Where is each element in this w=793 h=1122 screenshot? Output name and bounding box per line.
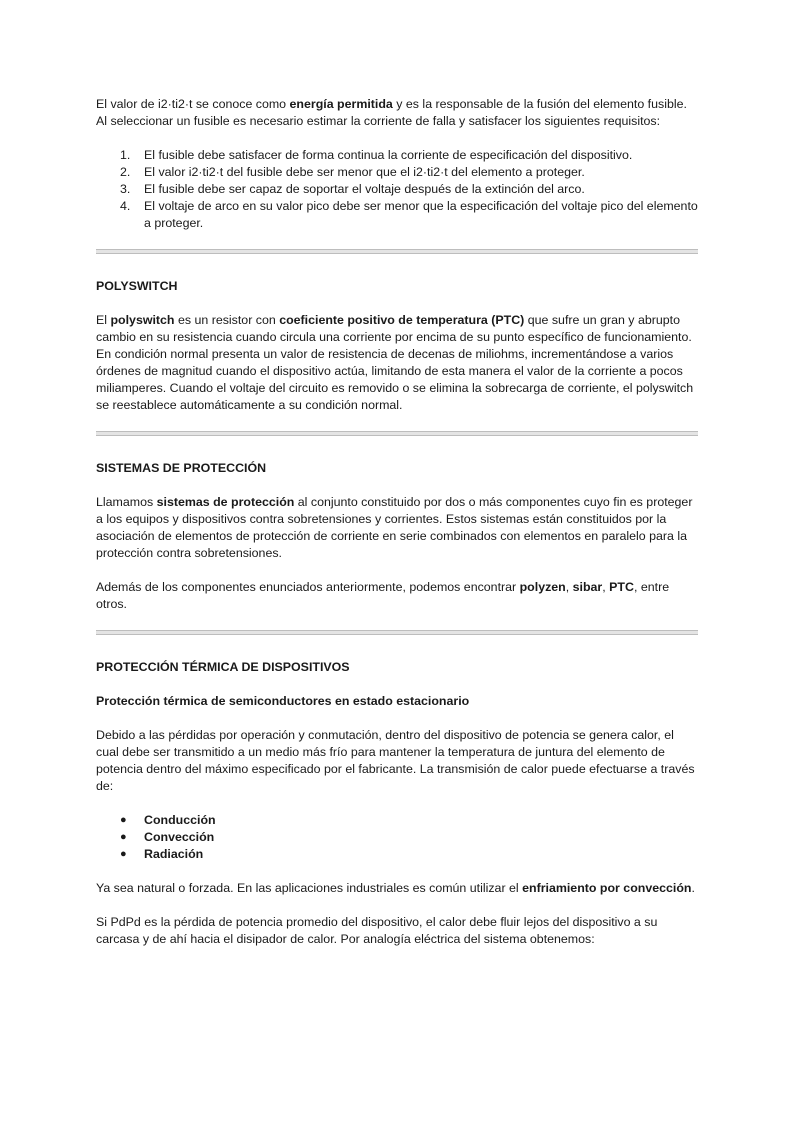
list-number: 4. — [120, 199, 131, 213]
section-divider — [96, 630, 698, 635]
list-item — [96, 846, 698, 863]
text: . — [691, 881, 695, 895]
polyswitch-paragraph — [96, 312, 698, 414]
document-page — [96, 96, 698, 965]
text: al conjunto constituido por dos o más componentes cuyo fin es proteger a los equipos y dispositivos contra sobretensiones y corrientes. Estos sistemas están constituidos por la asociación de elementos de protección de corriente en serie combinados con elementos en paralelo para la protección contra sobretensiones. — [96, 495, 693, 560]
bold-term: enfriamiento por convección — [522, 881, 692, 895]
section-divider — [96, 431, 698, 436]
text: Además de los componentes enunciados anteriormente, podemos encontrar — [96, 580, 520, 594]
list-number: 1. — [120, 148, 131, 162]
list-item-text: Radiación — [144, 847, 204, 861]
list-item — [96, 147, 698, 164]
termica-paragraph-3: Si PdPd es la pérdida de potencia promedio del dispositivo, el calor debe fluir lejos del dispositivo a su carcasa y de ahí hacia el disipador de calor. Por analogía eléctrica del sistema obtenemos: — [96, 915, 658, 946]
bullet-icon: ● — [120, 831, 127, 843]
list-item — [96, 198, 698, 232]
list-item-text: El fusible debe satisfacer de forma continua la corriente de especificación del dispositivo. — [144, 148, 633, 162]
list-item-text: El valor i2·ti2·t del fusible debe ser menor que el i2·ti2·t del elemento a proteger. — [144, 165, 585, 179]
text: , — [565, 580, 573, 594]
bold-term: polyswitch — [110, 313, 175, 327]
list-item-text: Conducción — [144, 813, 216, 827]
sistemas-paragraph-2 — [96, 579, 698, 613]
list-number: 2. — [120, 165, 131, 179]
bold-term: PTC — [609, 580, 634, 594]
intro-text-pre: El valor de i2·ti2·t se conoce como — [96, 97, 290, 111]
text: es un resistor con — [174, 313, 280, 327]
intro-paragraph — [96, 96, 698, 130]
intro-text-post: y es la responsable de la fusión del elemento fusible. Al seleccionar un fusible es necesario estimar la corriente de falla y satisfacer los siguientes requisitos: — [96, 97, 687, 128]
list-item — [96, 829, 698, 846]
text: , entre otros. — [96, 580, 670, 611]
section-heading-sistemas: SISTEMAS DE PROTECCIÓN — [96, 461, 267, 475]
text: Llamamos — [96, 495, 157, 509]
list-item-text: El voltaje de arco en su valor pico debe ser menor que la especificación del voltaje pico del elemento a proteger. — [144, 199, 698, 230]
requisitos-list — [96, 147, 698, 232]
bullet-icon: ● — [120, 848, 127, 860]
text: El — [96, 313, 111, 327]
bold-term: coeficiente positivo de temperatura (PTC) — [279, 313, 525, 327]
list-item — [96, 812, 698, 829]
intro-bold-term: energía permitida — [289, 97, 393, 111]
section-divider — [96, 249, 698, 254]
termica-paragraph-2 — [96, 880, 698, 897]
metodos-list — [96, 812, 698, 863]
text: Ya sea natural o forzada. En las aplicaciones industriales es común utilizar el — [96, 881, 523, 895]
bold-term: polyzen — [519, 580, 566, 594]
list-item — [96, 164, 698, 181]
bold-term: sistemas de protección — [156, 495, 295, 509]
bullet-icon: ● — [120, 814, 127, 826]
bold-term: sibar — [572, 580, 603, 594]
list-item-text: Convección — [144, 830, 215, 844]
text: , — [602, 580, 610, 594]
section-heading-polyswitch: POLYSWITCH — [96, 279, 178, 293]
subsection-heading: Protección térmica de semiconductores en estado estacionario — [96, 694, 470, 708]
list-item-text: El fusible debe ser capaz de soportar el voltaje después de la extinción del arco. — [144, 182, 585, 196]
section-heading-termica: PROTECCIÓN TÉRMICA DE DISPOSITIVOS — [96, 660, 350, 674]
sistemas-paragraph-1 — [96, 494, 698, 562]
text: que sufre un gran y abrupto cambio en su resistencia cuando circula una corriente por encima de su punto específico de funcionamiento. En condición normal presenta un valor de resistencia de decenas de miliohms, incrementándose a varios órdenes de magnitud cuando el dispositivo actúa, limitando de esta manera el valor de la corriente a pocos miliamperes. Cuando el voltaje del circuito es removido o se elimina la sobrecarga de corriente, el polyswitch se reestablece automáticamente a su condición normal. — [96, 313, 694, 412]
list-number: 3. — [120, 182, 131, 196]
termica-paragraph-1: Debido a las pérdidas por operación y conmutación, dentro del dispositivo de potencia se genera calor, el cual debe ser transmitido a un medio más frío para mantener la temperatura de juntura del elemento de potencia dentro del máximo especificado por el fabricante. La transmisión de calor puede efectuarse a través de: — [96, 728, 695, 793]
list-item — [96, 181, 698, 198]
